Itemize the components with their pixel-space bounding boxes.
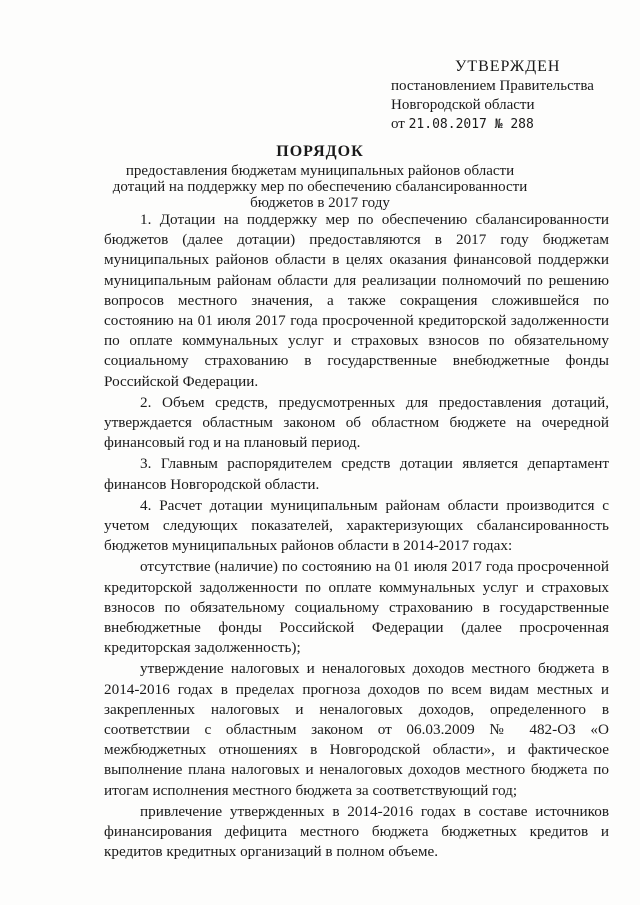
document-subtitle: предоставления бюджетам муниципальных районов области дотаций на поддержку мер по обеспечению сбалансированности бюджетов в 2017 году bbox=[112, 163, 528, 211]
document-body bbox=[104, 210, 609, 864]
approval-stamp bbox=[391, 57, 594, 134]
document-title: ПОРЯДОК bbox=[276, 143, 364, 160]
paragraph-4: 4. Расчет дотации муниципальным районам области производится с учетом следующих показателей, характеризующих сбалансированность бюджетов муниципальных районов области в 2014-2017 годах: bbox=[104, 496, 609, 555]
approval-date-line bbox=[391, 115, 594, 134]
paragraph-3: 3. Главным распорядителем средств дотации является департамент финансов Новгородской области. bbox=[104, 455, 609, 493]
paragraph-4-item-2: утверждение налоговых и неналоговых доходов местного бюджета в 2014-2016 годах в пределах прогноза доходов по всем видам местных и закрепленных налоговых и неналоговых доходов, определенного в соответствии с областным законом от 06.03.2009 № 482-ОЗ «О межбюджетных отношениях в Новгородской области», и фактическое выполнение плана налоговых и неналоговых доходов местного бюджета по итогам исполнения местного бюджета за соответствующий год; bbox=[104, 660, 609, 799]
paragraph-2: 2. Объем средств, предусмотренных для предоставления дотаций, утверждается областным законом об областном бюджете на очередной финансовый год и на плановый период. bbox=[104, 393, 609, 452]
paragraph-4-item-3: привлечение утвержденных в 2014-2016 годах в составе источников финансирования дефицита местного бюджета бюджетных кредитов и кредитов кредитных организаций в полном объеме. bbox=[104, 802, 609, 861]
paragraph-4-item-1: отсутствие (наличие) по состоянию на 01 июля 2017 года просроченной кредиторской задолженности по оплате коммунальных услуг и страховых взносов по обязательному социальному страхованию в государственные внебюджетные фонды Российской Федерации (далее просроченная кредиторская задолженность); bbox=[104, 558, 609, 657]
paragraph-1: 1. Дотации на поддержку мер по обеспечению сбалансированности бюджетов (далее дотации) предоставляются в 2017 году бюджетам муниципальных районов области в целях оказания финансовой поддержки муниципальным районам области для реализации полномочий по решению вопросов местного значения, а также сокращения сложившейся по состоянию на 01 июля 2017 года просроченной кредиторской задолженности по оплате коммунальных услуг и страховых взносов по обязательному социальному страхованию в государственные внебюджетные фонды Российской Федерации. bbox=[104, 211, 609, 390]
approval-line-2: Новгородской области bbox=[391, 97, 535, 113]
approval-date-prefix: от bbox=[391, 116, 405, 132]
approval-line-1: постановлением Правительства bbox=[391, 78, 594, 94]
approval-date-value: 21.08.2017 № 288 bbox=[408, 117, 534, 132]
approval-heading: УТВЕРЖДЕН bbox=[455, 58, 561, 75]
